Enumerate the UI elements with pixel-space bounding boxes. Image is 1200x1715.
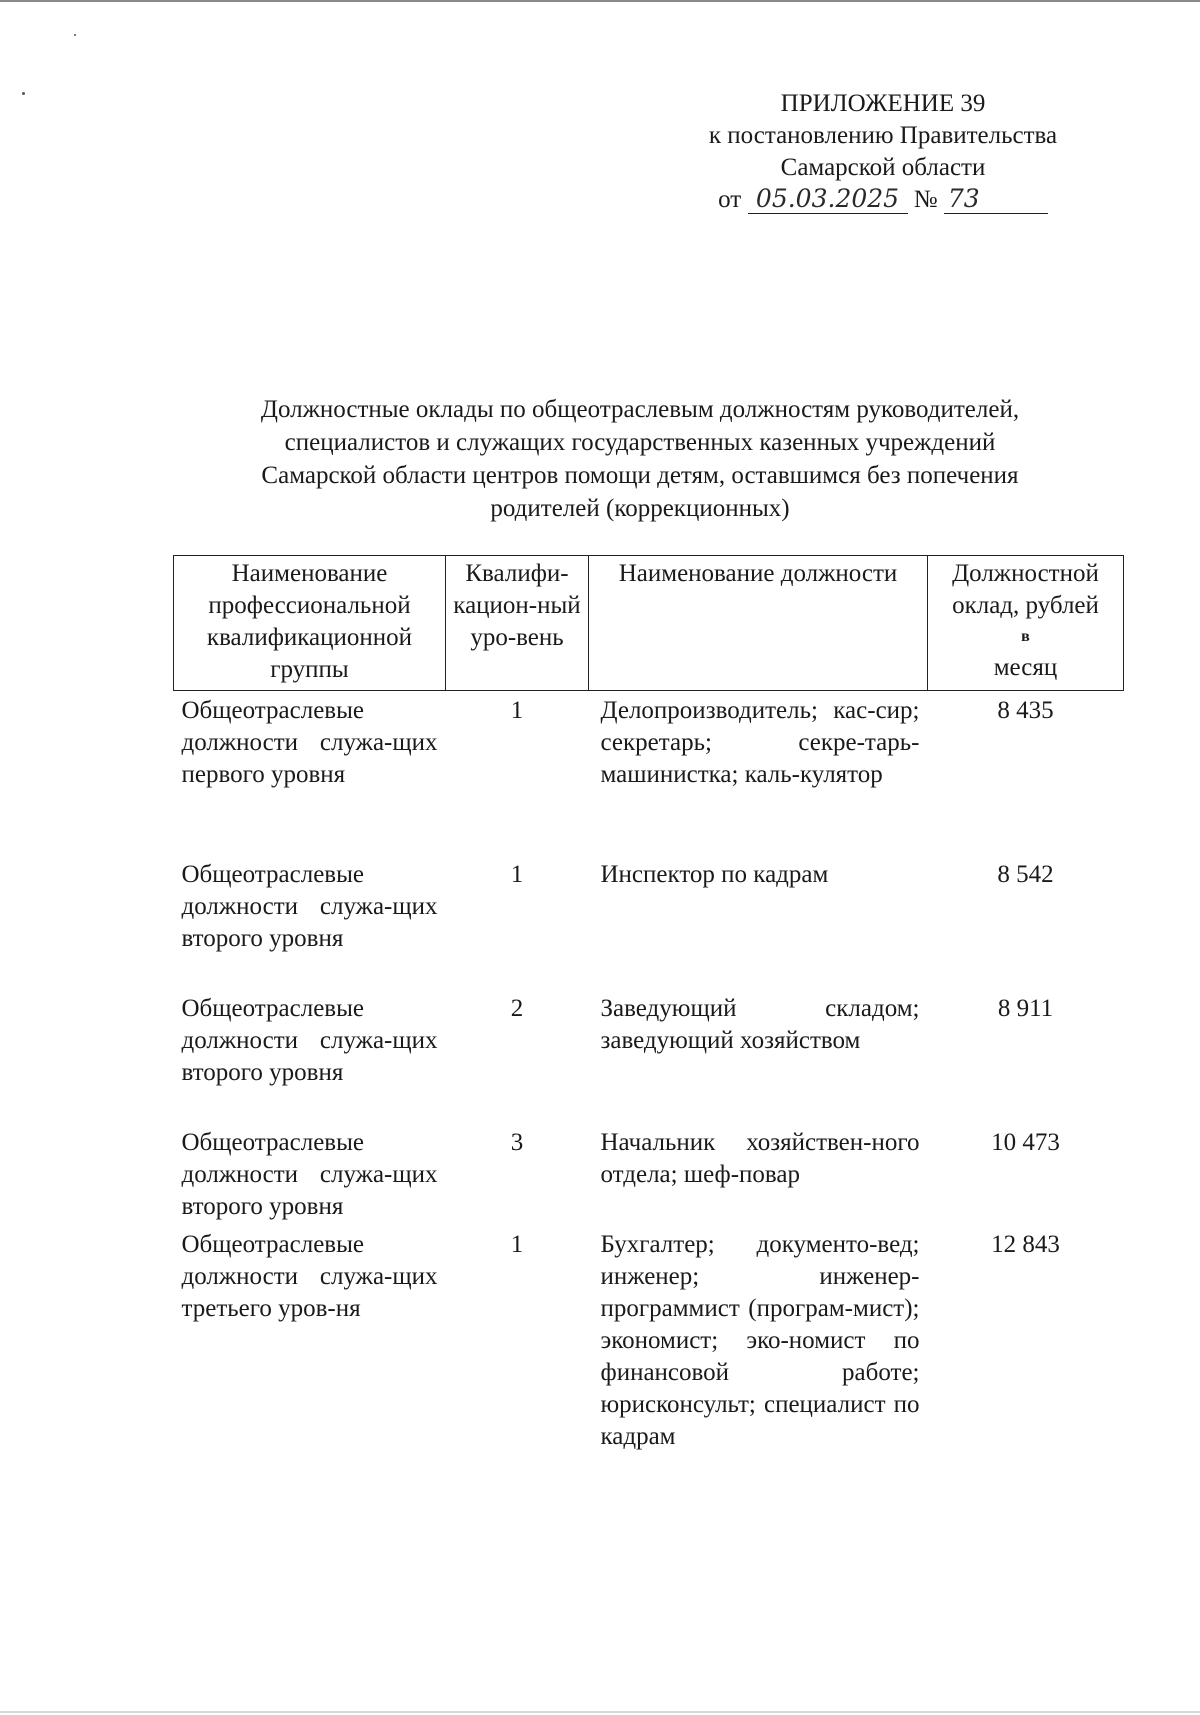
table-row: [174, 855, 1124, 989]
table-row: [174, 691, 1124, 856]
title-line: Должностные оклады по общеотраслевым должностям руководителей,: [260, 396, 1020, 423]
document-title: [190, 393, 1090, 525]
cell-position: Начальник хозяйствен-ного отдела; шеф-повар: [600, 1129, 920, 1188]
salary-table: [173, 555, 1124, 1465]
appendix-date-line: [620, 184, 1146, 216]
cell-level: 1: [510, 697, 524, 724]
number-prefix: №: [913, 186, 938, 213]
header-salary: [928, 556, 1124, 691]
cell-salary: 8 542: [997, 861, 1054, 888]
header-salary-month: месяц: [993, 654, 1058, 681]
cell-salary: 12 843: [991, 1231, 1060, 1258]
cell-salary: 10 473: [991, 1129, 1060, 1156]
handwritten-number: 73: [944, 185, 1048, 214]
scan-edge-top: [0, 0, 1200, 2]
appendix-header: [620, 88, 1146, 216]
table-row: [174, 1225, 1124, 1465]
cell-group: Общеотраслевые должности служа-щих второго уровня: [181, 1129, 438, 1220]
cell-salary: 8 435: [997, 697, 1054, 724]
title-line: специалистов и служащих государственных казенных учреждений: [284, 429, 996, 456]
header-level: Квалифи-кацион-ный уро-вень: [446, 556, 589, 691]
scan-edge-bottom: [0, 1711, 1200, 1713]
cell-group: Общеотраслевые должности служа-щих второго уровня: [181, 995, 438, 1086]
cell-level: 2: [510, 995, 524, 1022]
cell-group: Общеотраслевые должности служа-щих первого уровня: [181, 697, 438, 788]
handwritten-date: 05.03.2025: [748, 185, 908, 214]
cell-group: Общеотраслевые должности служа-щих второго уровня: [181, 861, 438, 952]
appendix-line-1: к постановлению Правительства: [708, 122, 1058, 149]
header-position: Наименование должности: [589, 556, 928, 691]
cell-position: Делопроизводитель; кас-сир; секретарь; секре-тарь-машинистка; каль-кулятор: [600, 697, 920, 788]
cell-position: Инспектор по кадрам: [600, 861, 829, 888]
cell-position: Заведующий складом; заведующий хозяйством: [600, 995, 920, 1054]
cell-level: 1: [510, 1231, 524, 1258]
title-line: Самарской области центров помощи детям, оставшимся без попечения: [261, 462, 1019, 489]
header-group: Наименование профессиональной квалификационной группы: [174, 556, 446, 691]
cell-level: 3: [510, 1129, 524, 1156]
cell-position: Бухгалтер; документо-вед; инженер; инженер-программист (програм-мист); экономист; эко-номист по финансовой работе; юрисконсульт; специалист по кадрам: [600, 1231, 920, 1450]
header-salary-text: Должностной оклад, рублей: [952, 560, 1099, 619]
header-salary-in: в: [1021, 628, 1030, 645]
cell-group: Общеотраслевые должности служа-щих третьего уров-ня: [181, 1231, 438, 1322]
cell-level: 1: [510, 861, 524, 888]
scan-speck: [22, 92, 25, 95]
table-row: [174, 1123, 1124, 1225]
table-row: [174, 989, 1124, 1123]
date-prefix: от: [718, 186, 742, 213]
title-line: родителей (коррекционных): [490, 495, 790, 522]
appendix-title: ПРИЛОЖЕНИЕ 39: [780, 90, 986, 117]
scan-speck: [74, 34, 76, 36]
appendix-line-2: Самарской области: [780, 154, 986, 181]
table-header-row: [174, 556, 1124, 691]
cell-salary: 8 911: [997, 995, 1054, 1022]
